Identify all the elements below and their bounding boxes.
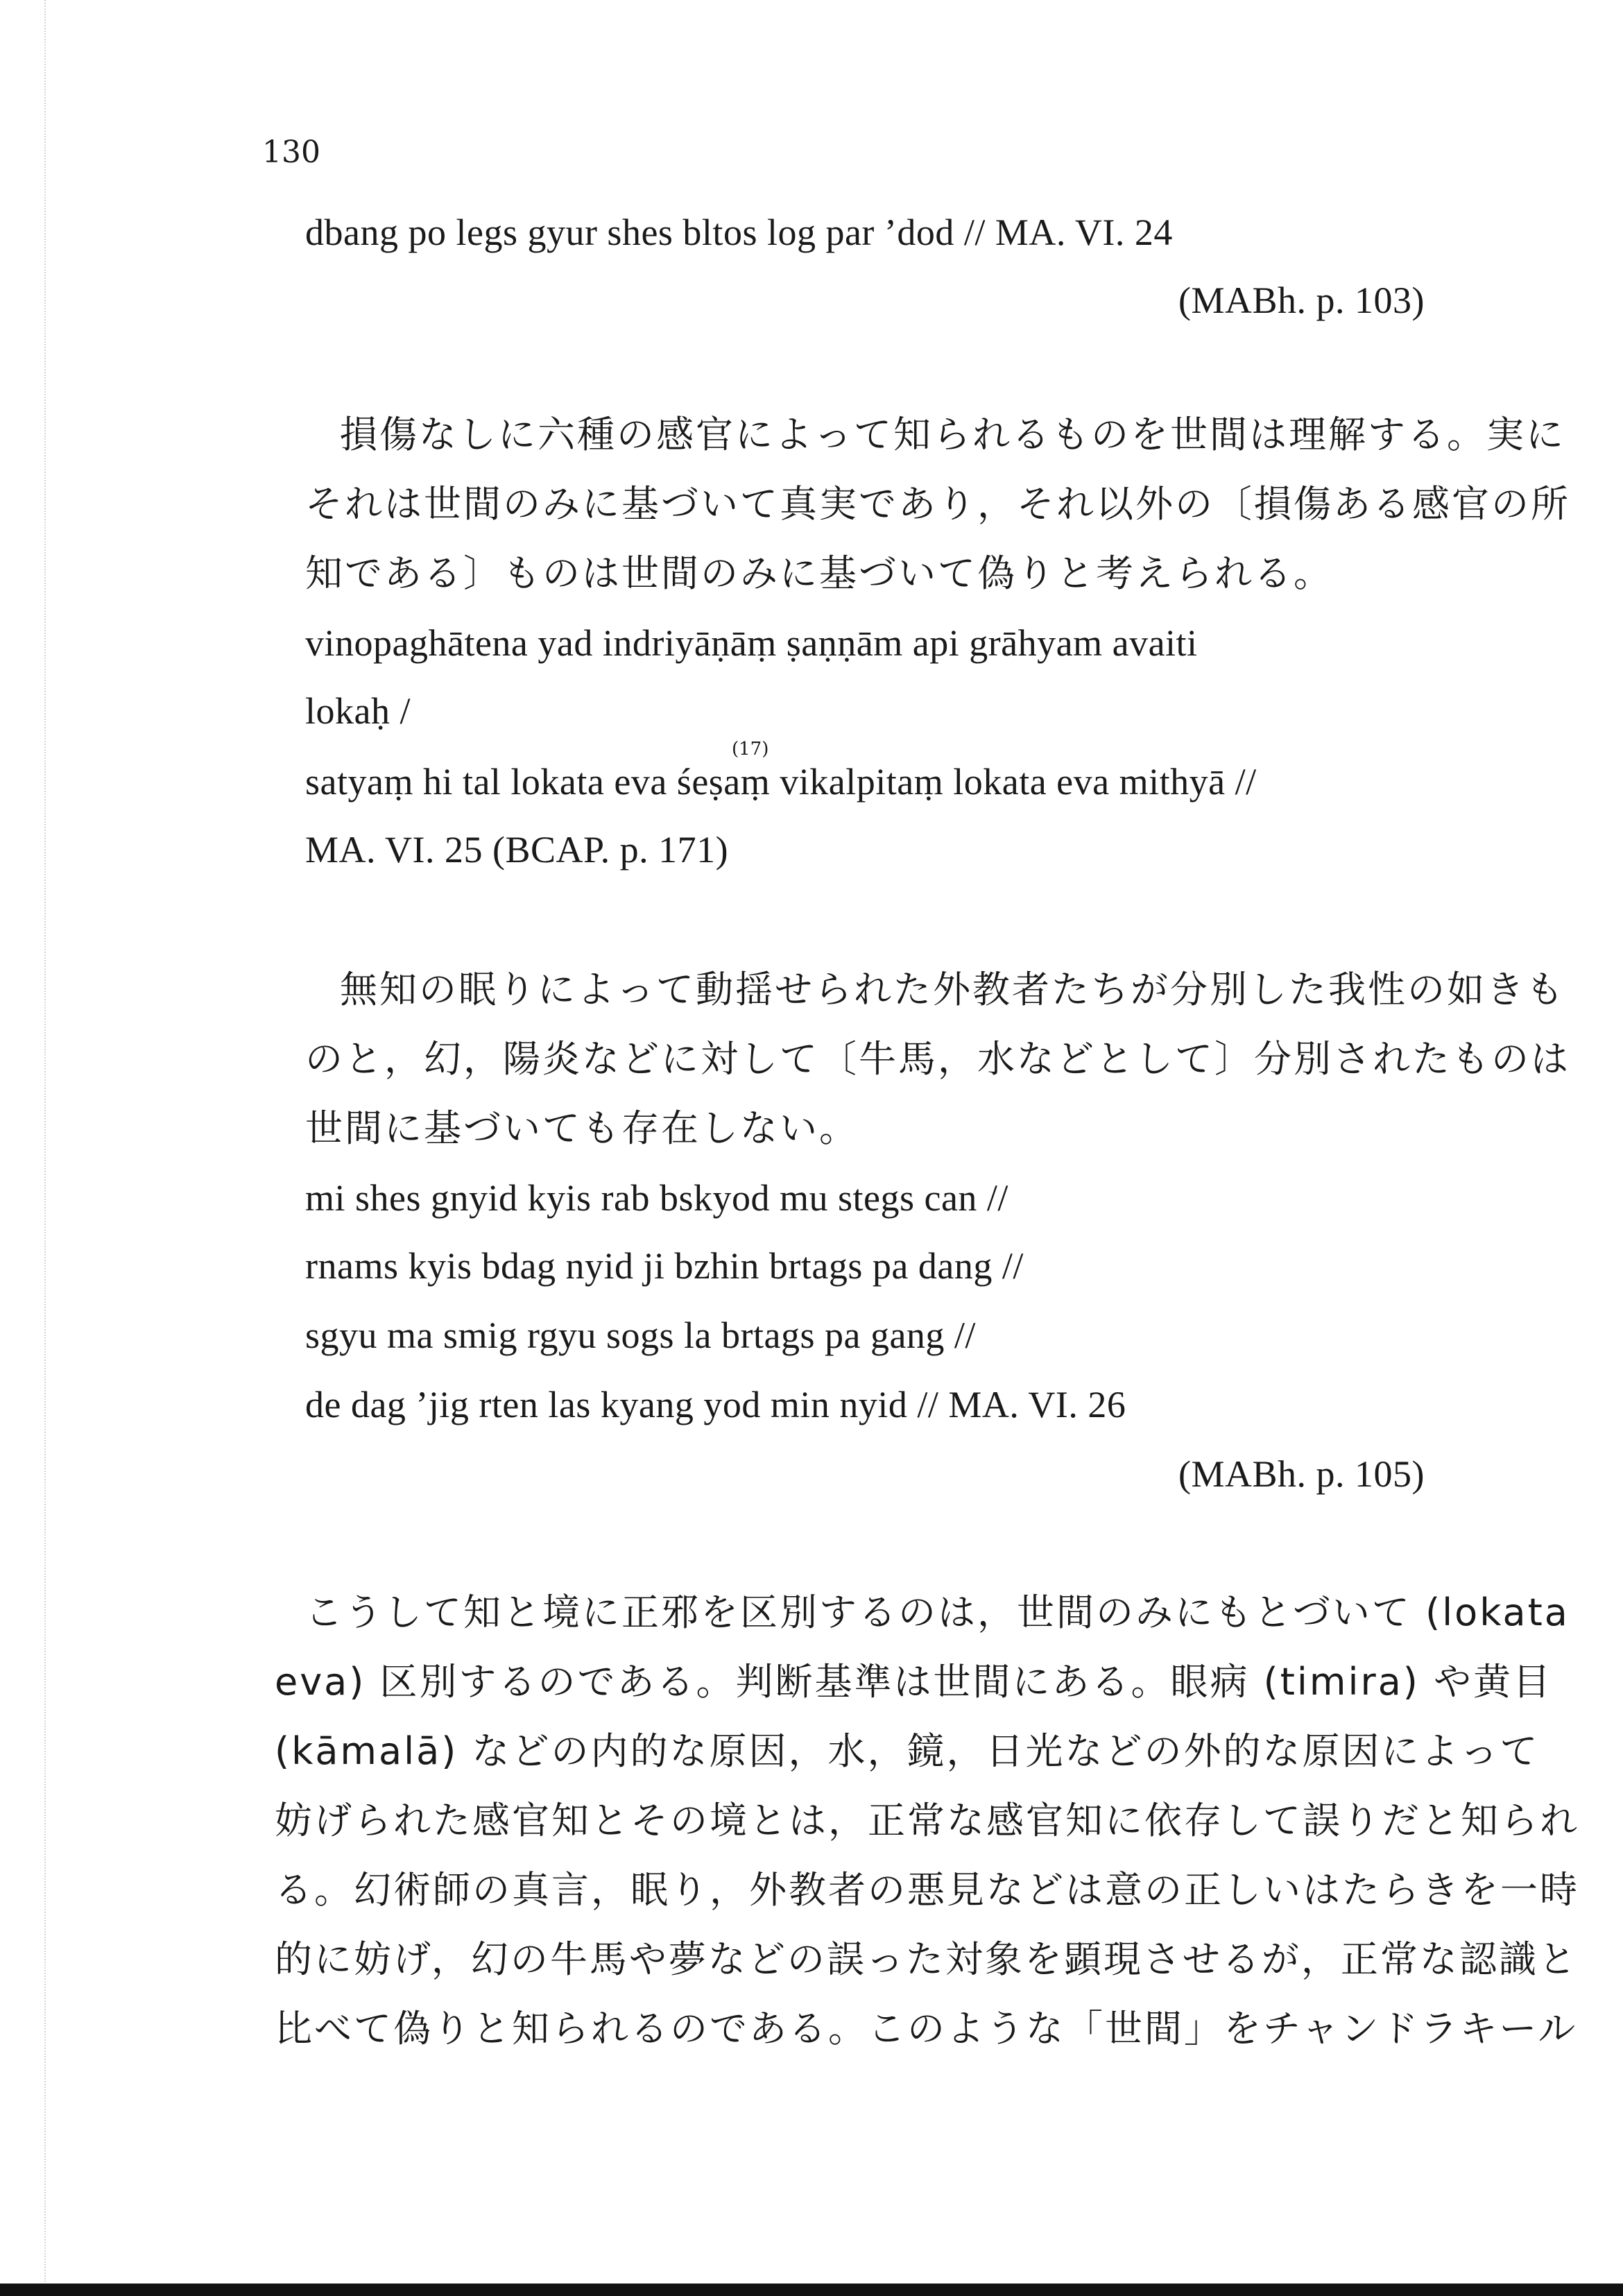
scan-left-edge <box>44 0 50 2296</box>
paragraph-line: 無知の眠りによって動揺せられた外教者たちが分別した我性の如きも <box>340 968 1565 1011</box>
scan-bottom-edge <box>0 2284 1623 2296</box>
paragraph-line: eva) 区別するのである。判断基準は世間にある。眼病 (timira) や黄目 <box>275 1660 1553 1704</box>
page-number: 130 <box>262 135 320 170</box>
verse-sanskrit-line: vinopaghātena yad indriyāṇāṃ ṣaṇṇām api grāhyam avaiti <box>305 622 1198 664</box>
verse-tibetan-line: dbang po legs gyur shes bltos log par ’dod // MA. VI. 24 <box>305 212 1173 253</box>
paragraph-line: 妨げられた感官知とその境とは，正常な感官知に依存して誤りだと知られ <box>275 1799 1579 1842</box>
paragraph-line: 損傷なしに六種の感官によって知られるものを世間は理解する。実に <box>340 413 1565 456</box>
verse-sanskrit-line: lokaḥ / <box>305 690 411 732</box>
verse-tibetan-line: sgyu ma smig rgyu sogs la brtags pa gang // <box>305 1314 976 1356</box>
paragraph-line: 世間に基づいても存在しない。 <box>305 1106 859 1150</box>
paragraph-line: 的に妨げ，幻の牛馬や夢などの誤った対象を顕現させるが，正常な認識と <box>275 1937 1578 1981</box>
paragraph-line: 比べて偽りと知られるのである。このような「世間」をチャンドラキール <box>275 2007 1578 2050</box>
paragraph-line: (kāmalā) などの内的な原因，水，鏡，日光などの外的な原因によって <box>275 1729 1540 1773</box>
paragraph-line: 知である〕ものは世間のみに基づいて偽りと考えられる。 <box>305 551 1333 595</box>
paragraph-line: それは世間のみに基づいて真実であり，それ以外の〔損傷ある感官の所 <box>305 482 1570 526</box>
verse-tibetan-line: rnams kyis bdag nyid ji bzhin brtags pa dang // <box>305 1245 1024 1287</box>
citation: MA. VI. 25 (BCAP. p. 171) <box>305 829 729 871</box>
citation: (MABh. p. 105) <box>1178 1453 1425 1495</box>
verse-sanskrit-line: satyaṃ hi tal lokata eva śeṣaṃ vikalpitaṃ lokata eva mithyā // <box>305 761 1257 803</box>
paragraph-line: こうして知と境に正邪を区別するのは，世間のみにもとづいて (lokata <box>305 1591 1570 1634</box>
note-mark: (17) <box>732 739 769 760</box>
citation: (MABh. p. 103) <box>1178 280 1425 321</box>
paragraph-line: のと，幻，陽炎などに対して〔牛馬，水などとして〕分別されたものは <box>305 1037 1570 1081</box>
verse-tibetan-line: de dag ’jig rten las kyang yod min nyid // MA. VI. 26 <box>305 1384 1126 1425</box>
paragraph-line: る。幻術師の真言，眠り，外教者の悪見などは意の正しいはたらきを一時 <box>275 1868 1579 1912</box>
verse-tibetan-line: mi shes gnyid kyis rab bskyod mu stegs can // <box>305 1177 1008 1219</box>
